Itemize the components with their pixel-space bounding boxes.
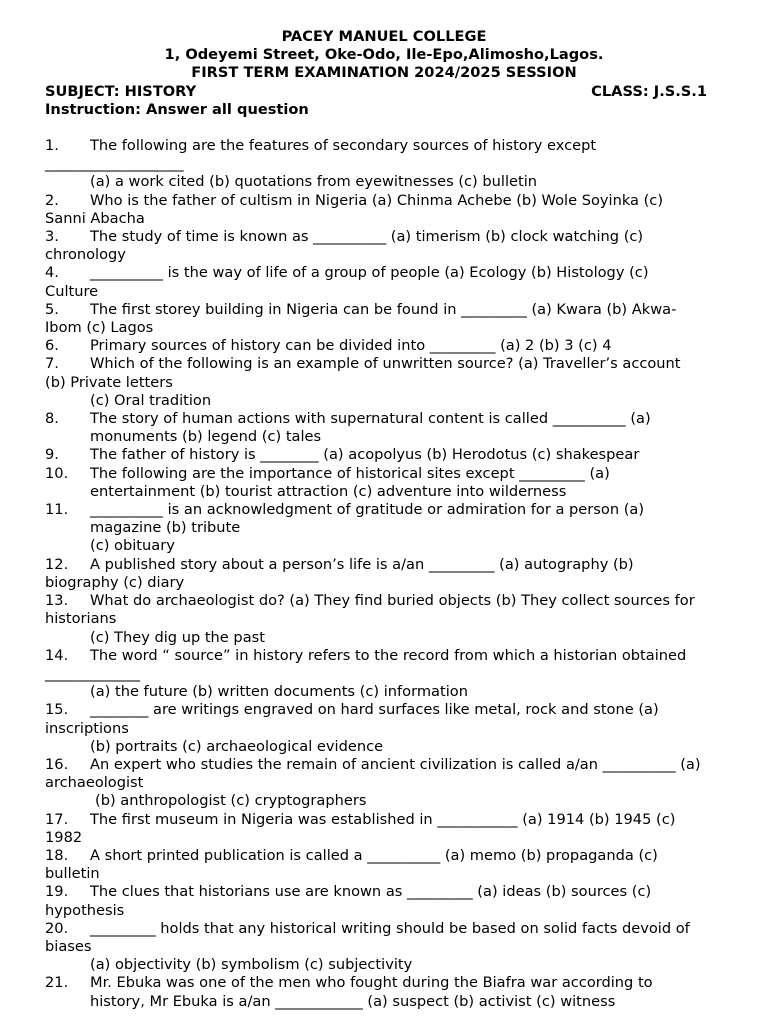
question-text: (a) a work cited (b) quotations from eyewitnesses (c) bulletin — [90, 173, 538, 191]
question-text: (c) Oral tradition — [90, 391, 212, 409]
question-number: 21. — [45, 974, 69, 992]
question-line — [45, 574, 723, 592]
question-text: ___________________ — [45, 155, 184, 173]
question-text: Culture — [45, 282, 99, 300]
question-number: 20. — [45, 919, 69, 937]
question-text: The study of time is known as __________ (a) timerism (b) clock watching (c) — [90, 228, 644, 246]
question-line — [45, 519, 723, 537]
question-text: historians — [45, 610, 117, 628]
question-line — [45, 993, 723, 1011]
question-text: Who is the father of cultism in Nigeria (a) Chinma Achebe (b) Wole Soyinka (c) — [90, 191, 664, 209]
question-number: 19. — [45, 883, 69, 901]
question-line — [45, 355, 723, 373]
question-line — [45, 428, 723, 446]
question-line — [45, 228, 723, 246]
question-line — [45, 137, 723, 155]
question-number: 14. — [45, 646, 69, 664]
question-text: chronology — [45, 246, 126, 264]
question-number: 17. — [45, 810, 69, 828]
question-text: An expert who studies the remain of ancient civilization is called a/an __________ (a) — [90, 755, 701, 773]
question-text: (c) obituary — [90, 537, 175, 555]
question-line — [45, 701, 723, 719]
question-text: The first storey building in Nigeria can be found in _________ (a) Kwara (b) Akwa- — [90, 300, 677, 318]
subject-class-row — [45, 83, 723, 101]
question-number: 12. — [45, 555, 69, 573]
question-text: inscriptions — [45, 719, 129, 737]
question-line — [45, 647, 723, 665]
question-line — [45, 883, 723, 901]
question-text: (a) the future (b) written documents (c) information — [90, 683, 468, 701]
question-line — [45, 774, 723, 792]
question-line — [45, 392, 723, 410]
question-text: entertainment (b) tourist attraction (c) adventure into wilderness — [90, 482, 567, 500]
question-text: Sanni Abacha — [45, 209, 145, 227]
question-text: A published story about a person’s life is a/an _________ (a) autography (b) — [90, 555, 634, 573]
question-line — [45, 829, 723, 847]
question-number: 1. — [45, 137, 59, 155]
question-number: 3. — [45, 228, 59, 246]
instruction: Instruction: Answer all question — [45, 100, 309, 118]
question-line — [45, 465, 723, 483]
question-number: 15. — [45, 701, 69, 719]
question-text: archaeologist — [45, 774, 144, 792]
question-number: 16. — [45, 755, 69, 773]
question-text: The story of human actions with supernatural content is called __________ (a) — [90, 410, 651, 428]
question-list — [45, 137, 723, 1011]
question-text: (b) portraits (c) archaeological evidence — [90, 737, 384, 755]
question-text: (b) anthropologist (c) cryptographers — [95, 792, 367, 810]
question-line — [45, 865, 723, 883]
question-number: 18. — [45, 846, 69, 864]
question-line — [45, 902, 723, 920]
question-line — [45, 210, 723, 228]
school-address: 1, Odeyemi Street, Oke-Odo, Ile-Epo,Alimosho,Lagos. — [164, 46, 604, 64]
question-line — [45, 155, 723, 173]
question-text: __________ is an acknowledgment of gratitude or admiration for a person (a) — [90, 501, 645, 519]
question-line — [45, 446, 723, 464]
question-line — [45, 665, 723, 683]
question-text: A short printed publication is called a __________ (a) memo (b) propaganda (c) — [90, 846, 658, 864]
question-number: 5. — [45, 300, 59, 318]
question-text: The clues that historians use are known as _________ (a) ideas (b) sources (c) — [90, 883, 652, 901]
question-line — [45, 847, 723, 865]
question-line — [45, 756, 723, 774]
question-text: _____________ — [45, 664, 140, 682]
question-line — [45, 720, 723, 738]
question-line — [45, 974, 723, 992]
question-text: (a) objectivity (b) symbolism (c) subjectivity — [90, 956, 413, 974]
question-number: 11. — [45, 501, 69, 519]
question-line — [45, 792, 723, 810]
question-line — [45, 537, 723, 555]
question-line — [45, 301, 723, 319]
question-line — [45, 920, 723, 938]
question-line — [45, 683, 723, 701]
question-line — [45, 629, 723, 647]
question-text: monuments (b) legend (c) tales — [90, 428, 322, 446]
question-line — [45, 337, 723, 355]
question-text: Ibom (c) Lagos — [45, 319, 154, 337]
question-line — [45, 319, 723, 337]
question-text: biases — [45, 937, 92, 955]
question-line — [45, 173, 723, 191]
question-line — [45, 610, 723, 628]
question-number: 2. — [45, 191, 59, 209]
question-line — [45, 592, 723, 610]
class-label: CLASS: J.S.S.1 — [591, 82, 707, 100]
question-line — [45, 938, 723, 956]
question-text: (b) Private letters — [45, 373, 173, 391]
question-text: __________ is the way of life of a group of people (a) Ecology (b) Histology (c) — [90, 264, 649, 282]
question-text: ________ are writings engraved on hard surfaces like metal, rock and stone (a) — [90, 701, 659, 719]
exam-title: FIRST TERM EXAMINATION 2024/2025 SESSION — [191, 64, 577, 82]
question-number: 6. — [45, 337, 59, 355]
question-text: history, Mr Ebuka is a/an ____________ (a) suspect (b) activist (c) witness — [90, 992, 616, 1010]
question-text: Mr. Ebuka was one of the men who fought during the Biafra war according to — [90, 974, 653, 992]
question-line — [45, 956, 723, 974]
question-text: _________ holds that any historical writing should be based on solid facts devoid of — [90, 919, 690, 937]
question-number: 7. — [45, 355, 59, 373]
question-line — [45, 246, 723, 264]
question-text: (c) They dig up the past — [90, 628, 265, 646]
question-text: 1982 — [45, 828, 83, 846]
question-text: The following are the features of secondary sources of history except — [90, 137, 597, 155]
question-line — [45, 283, 723, 301]
subject-label: SUBJECT: HISTORY — [45, 82, 197, 100]
question-number: 13. — [45, 592, 69, 610]
question-line — [45, 374, 723, 392]
question-text: The first museum in Nigeria was established in ___________ (a) 1914 (b) 1945 (c) — [90, 810, 676, 828]
question-text: The word “ source” in history refers to the record from which a historian obtained — [90, 646, 687, 664]
question-text: Primary sources of history can be divided into _________ (a) 2 (b) 3 (c) 4 — [90, 337, 612, 355]
question-text: biography (c) diary — [45, 573, 185, 591]
question-number: 10. — [45, 464, 69, 482]
question-text: What do archaeologist do? (a) They find buried objects (b) They collect sources for — [90, 592, 695, 610]
exam-page — [45, 28, 723, 1011]
question-text: hypothesis — [45, 901, 125, 919]
question-number: 9. — [45, 446, 59, 464]
question-line — [45, 556, 723, 574]
question-text: The father of history is ________ (a) acopolyus (b) Herodotus (c) shakespear — [90, 446, 640, 464]
school-name: PACEY MANUEL COLLEGE — [281, 28, 487, 45]
question-line — [45, 483, 723, 501]
question-line — [45, 410, 723, 428]
question-number: 8. — [45, 410, 59, 428]
question-line — [45, 738, 723, 756]
question-text: The following are the importance of historical sites except _________ (a) — [90, 464, 610, 482]
question-line — [45, 192, 723, 210]
question-number: 4. — [45, 264, 59, 282]
question-text: magazine (b) tribute — [90, 519, 241, 537]
question-line — [45, 811, 723, 829]
question-text: Which of the following is an example of unwritten source? (a) Traveller’s account — [90, 355, 681, 373]
question-line — [45, 264, 723, 282]
question-line — [45, 501, 723, 519]
question-text: bulletin — [45, 865, 100, 883]
